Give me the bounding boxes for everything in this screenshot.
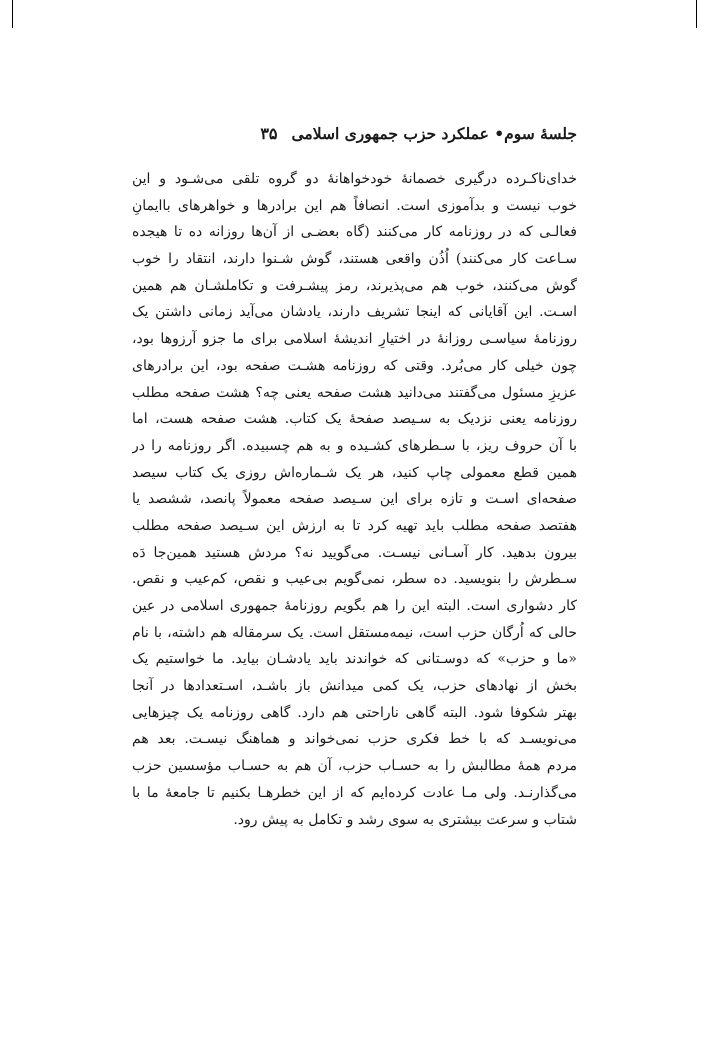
text-line: خوب نیست و بدآموزی است. انصافاً هم این برادرها و خواهرهای باایمانِ (132, 197, 577, 214)
text-line: خدای‌ناکـرده درگیری خصمانهٔ خودخواهانهٔ دو گروه تلقی می‌شـود و این (132, 171, 577, 187)
text-line: مردم همهٔ مطالبش را به حسـاب حزب، آن هم به حسـاب مؤسسین حزب (132, 758, 577, 775)
page-number: ۳۵ (260, 123, 278, 143)
text-line: بخش از نهادهای حزب، یک کمی میدانش باز باشـد، اسـتعدادها در آنجا (132, 678, 577, 695)
body-paragraph (132, 166, 577, 833)
text-line: شتاب و سرعت بیشتری به سوی رشد و تکامل به پیش رود. (233, 811, 577, 828)
text-line: حالی که اُرگان حزب است، نیمه‌مستقل است. یک سرمقاله هم داشته، با نام (132, 624, 577, 641)
running-header (132, 118, 577, 148)
text-line: گوش می‌کنند، خوب هم می‌پذیرند، رمز پیشـرفت و تکاملشـان هم همین (132, 277, 577, 294)
text-line: هفتصد صفحه مطلب باید تهیه کرد تا به ارزش این سـیصد صفحه مطلب (132, 517, 577, 534)
text-line: صفحه‌ای اسـت و تازه برای این سـیصد صفحه معمولاً پانصد، ششصد یا (132, 491, 577, 508)
text-line: «ما و حزب» که دوسـتانی که خواندند باید یادشـان بیاید. ما خواستیم یک (132, 651, 577, 668)
text-line: سـاعت کار می‌کنند) اُذُن واقعی هستند، گوش شـنوا دارند، انتقاد را خوب (132, 251, 577, 268)
text-line: روزنامه یعنی نزدیک به سـیصد صفحهٔ یک کتاب. هشت صفحه هست، اما (132, 411, 577, 428)
text-line: فعالـی که در روزنامه کار می‌کنند (گاه بعضـی از آن‌ها روزانه ده تا هیجده (132, 224, 577, 241)
crop-mark-left (12, 0, 13, 28)
text-line: عزیزِ مسئول می‌گفتند می‌دانید هشت صفحه یعنی چه؟ هشت صفحه مطلب (132, 384, 577, 401)
text-line: می‌گذارنـد. ولی مـا عادت کرده‌ایم که از این خطرهـا بکنیم تا جامعهٔ ما با (132, 784, 577, 801)
text-line: با آن حروف ریز، با سـطرهای کشـیده و به هم چسبیده. اگر روزنامه را در (132, 437, 577, 454)
text-line: سـطرش را بنویسید. ده سطر، نمی‌گویم بی‌عیب و نقص، کم‌عیب و نقص. (132, 571, 577, 588)
text-line: چون خیلی کار می‌بُرد. وقتی که روزنامه هشـت صفحه بود، این برادرهای (132, 357, 577, 374)
crop-mark-right (696, 0, 697, 28)
text-line: می‌نویسـد که با خط فکری حزب نمی‌خواند و هماهنگ نیسـت. بعد هم (132, 731, 577, 748)
text-line: اسـت. این آقایانی که اینجا تشریف دارند، یادشان می‌آید زمانی داشتن یک (132, 304, 577, 321)
text-line: همین قطع معمولی چاپ کنید، هر یک شـماره‌اش روزی یک کتاب سیصد (132, 464, 577, 481)
header-title: جلسهٔ سوم• عملکرد حزب جمهوری اسلامی (291, 123, 577, 143)
text-line: بهتر شکوفا شود. البته گاهی ناراحتی هم دارد. گاهی روزنامه یک چیزهایی (132, 704, 577, 721)
text-line: روزنامهٔ سیاسـی روزانهٔ در اختیارِ اندیشهٔ اسلامی برای ما جزو آرزوها بود، (132, 331, 577, 348)
text-line: بیرون بدهید. کار آسـانی نیسـت. می‌گویید نه؟ مردش هستید همین‌جا دَه (132, 544, 577, 561)
text-line: کار دشواری است. البته این را هم بگویم روزنامهٔ جمهوری اسلامی در عین (132, 598, 577, 614)
